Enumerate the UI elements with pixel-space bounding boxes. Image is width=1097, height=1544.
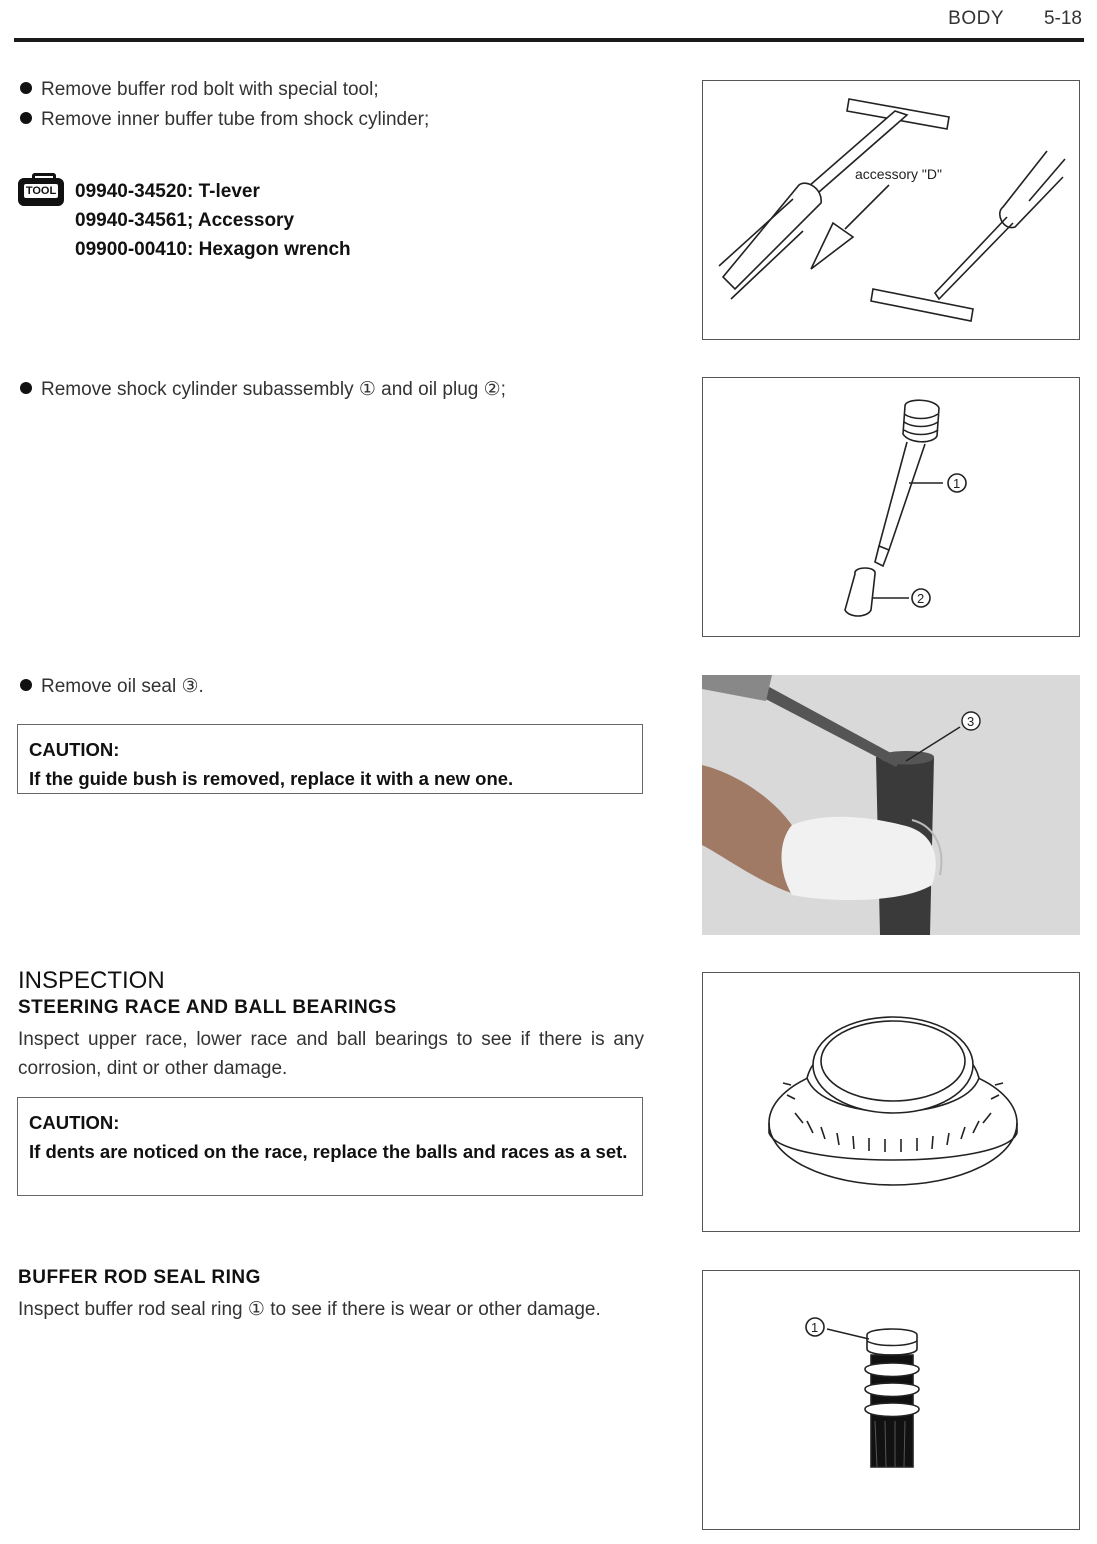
- oil-seal-photo: [702, 675, 1080, 935]
- tool-item: 09900-00410: Hexagon wrench: [75, 239, 351, 260]
- caution-title: CAUTION:: [29, 1112, 120, 1133]
- bullet-icon: [20, 679, 32, 691]
- bullet-icon: [20, 382, 32, 394]
- seal-ring-heading: BUFFER ROD SEAL RING: [18, 1267, 261, 1288]
- caution-box: [17, 724, 643, 794]
- step-remove-seal: Remove oil seal ③.: [20, 675, 204, 698]
- caution-title: CAUTION:: [29, 739, 120, 760]
- seal-ring-figure: [702, 1270, 1080, 1530]
- inspection-heading: INSPECTION: [18, 967, 165, 994]
- caution-text: If the guide bush is removed, replace it with a new one.: [29, 768, 514, 789]
- caution-text: If dents are noticed on the race, replace the balls and races as a set.: [29, 1141, 628, 1162]
- callout-1: 1: [953, 476, 961, 491]
- step-remove-bolt: Remove buffer rod bolt with special tool;: [20, 79, 379, 101]
- steering-race-figure: [702, 972, 1080, 1232]
- shock-cylinder-figure: [702, 377, 1080, 637]
- page-header: [14, 0, 1084, 42]
- toolbox-icon: TOOL: [18, 178, 64, 206]
- caution-box: [17, 1097, 643, 1196]
- page-number: 5-18: [1043, 8, 1082, 29]
- t-lever-figure: [702, 80, 1080, 340]
- step-remove-tube: Remove inner buffer tube from shock cylinder;: [20, 109, 429, 131]
- steering-text: Inspect upper race, lower race and ball bearings to see if there is any corrosion, dint or other damage.: [18, 1029, 644, 1079]
- tool-item: 09940-34520: T-lever: [75, 181, 260, 202]
- bullet-icon: [20, 112, 32, 124]
- callout-3: 3: [967, 714, 975, 729]
- accessory-label: accessory "D": [855, 166, 942, 182]
- callout-1: 1: [811, 1320, 819, 1335]
- bullet-icon: [20, 82, 32, 94]
- seal-ring-text: Inspect buffer rod seal ring ① to see if there is wear or other damage.: [18, 1299, 601, 1320]
- section-title: BODY: [948, 8, 1004, 29]
- callout-2: 2: [917, 591, 925, 606]
- tool-item: 09940-34561; Accessory: [75, 210, 295, 231]
- step-remove-cylinder: Remove shock cylinder subassembly ① and oil plug ②;: [20, 378, 506, 401]
- steering-heading: STEERING RACE AND BALL BEARINGS: [18, 997, 397, 1018]
